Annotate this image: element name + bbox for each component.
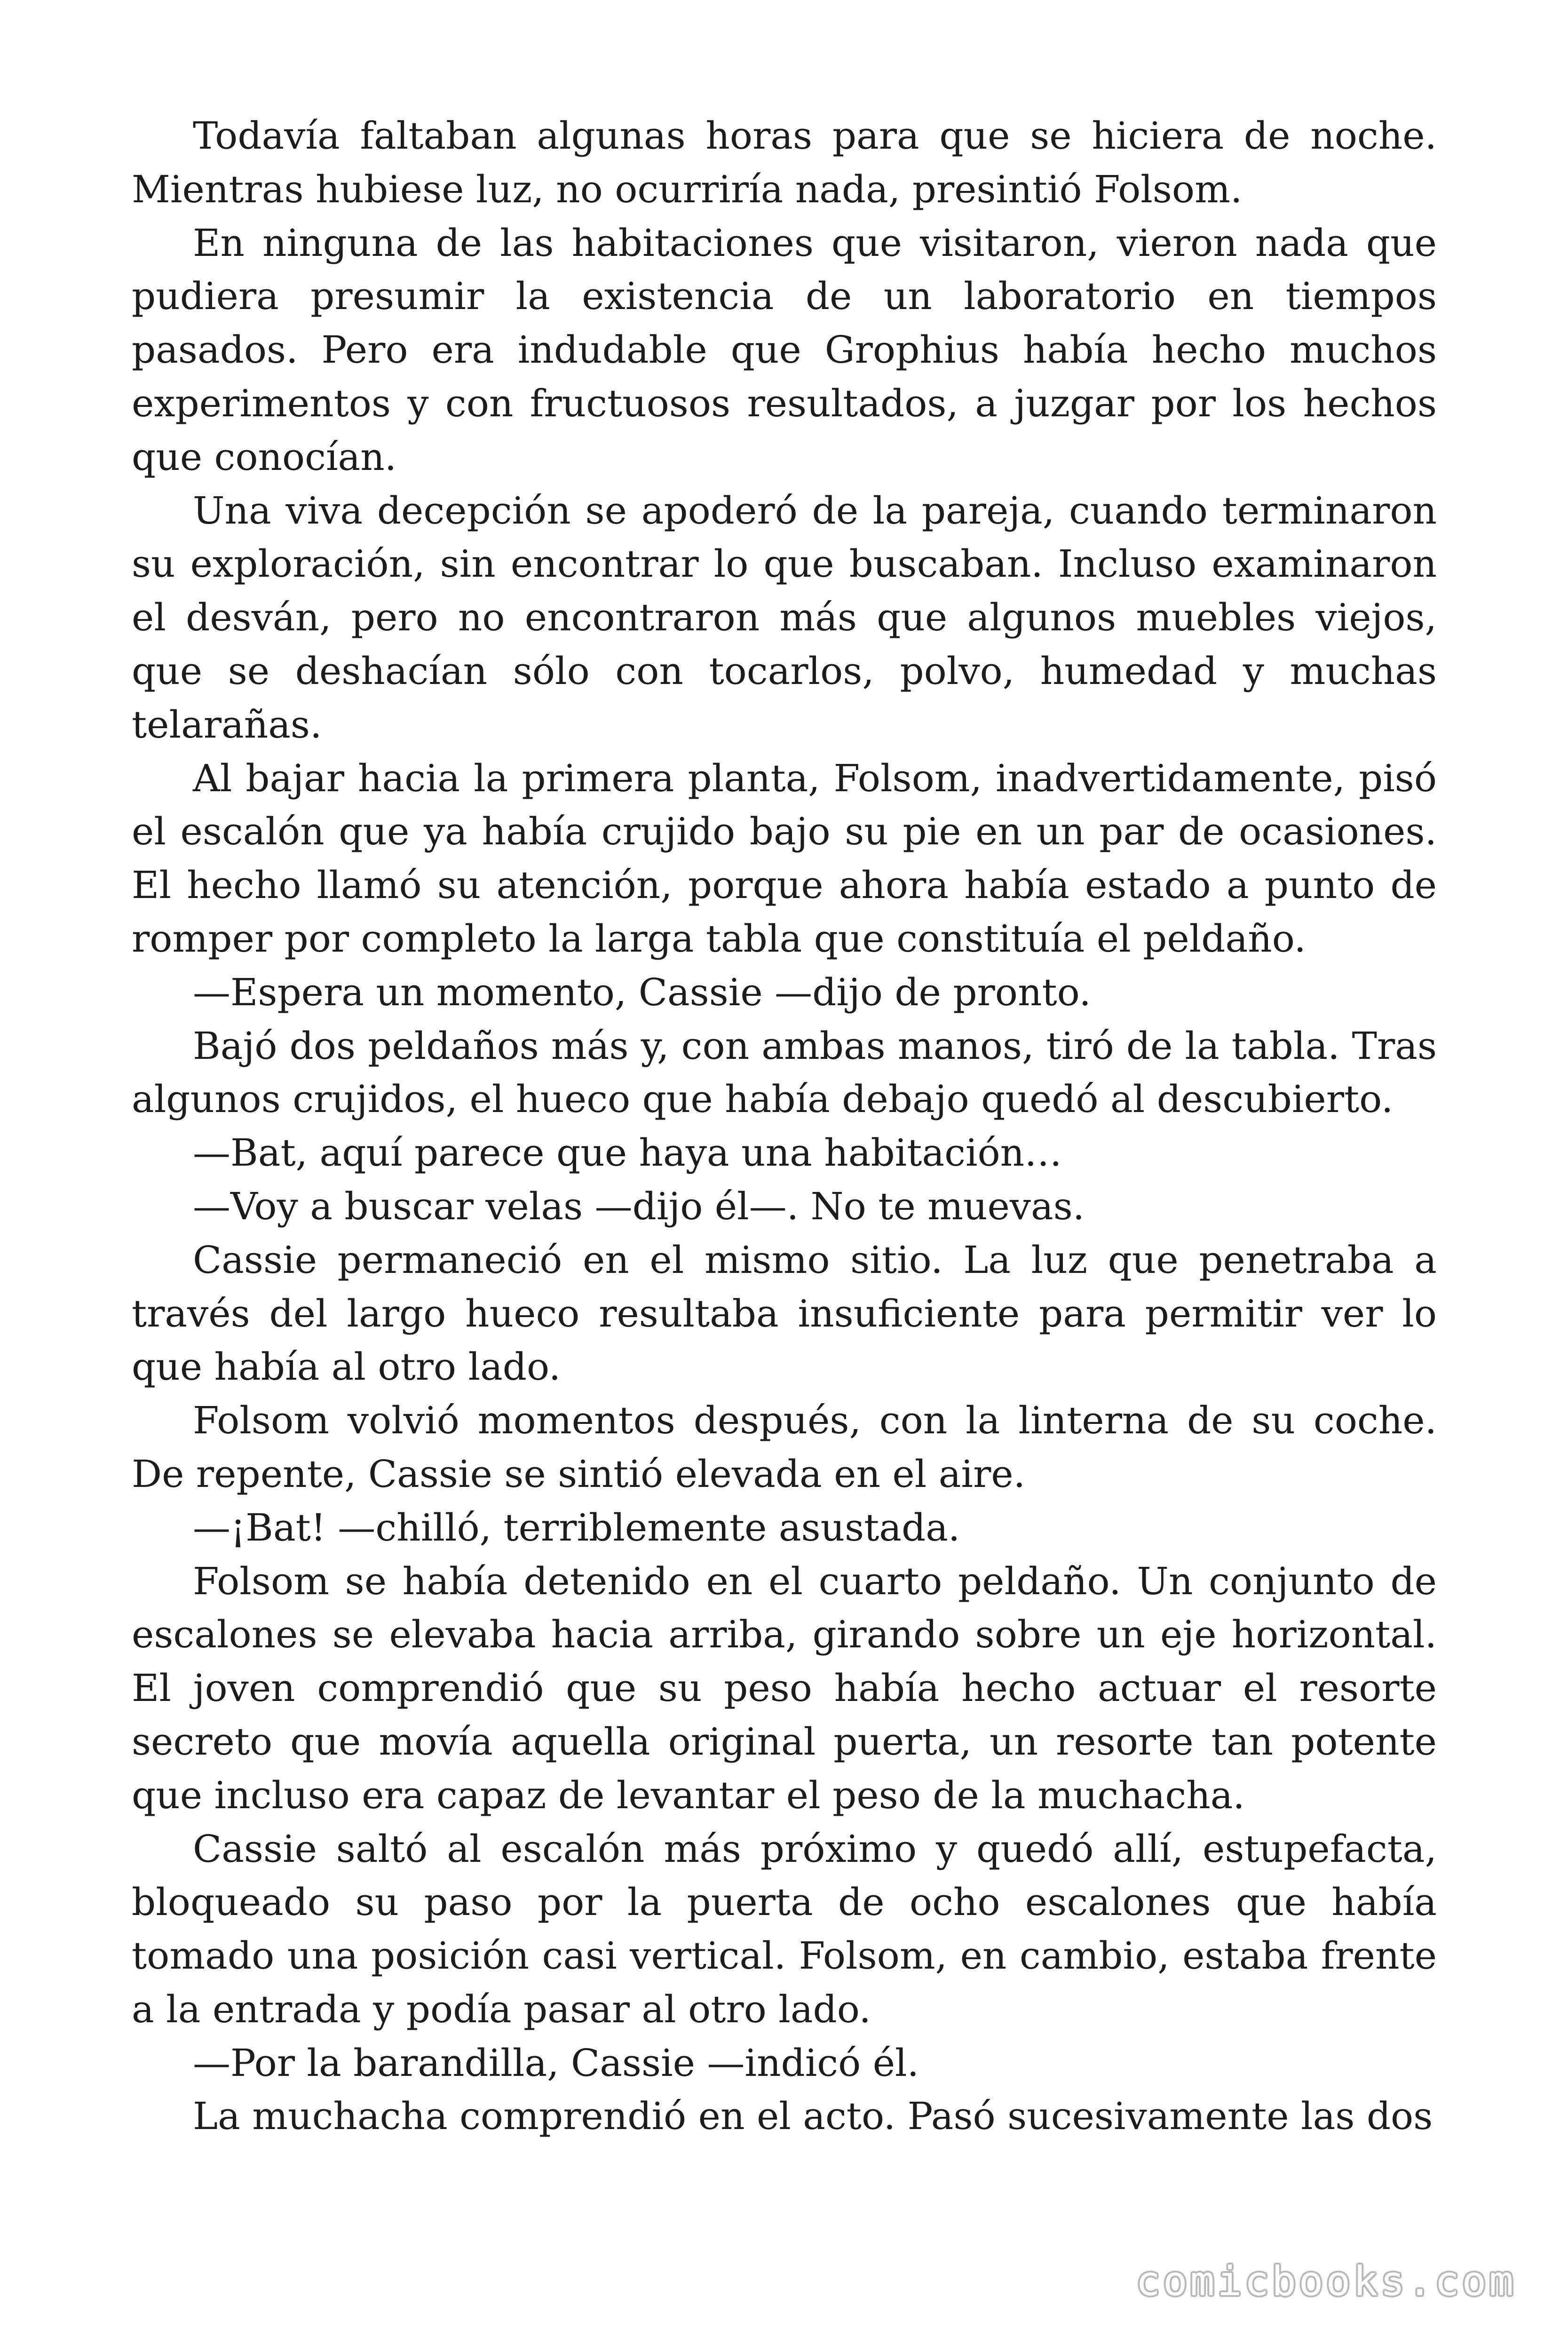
paragraph: —¡Bat! —chilló, terriblemente asustada. (193, 1505, 960, 1549)
paragraph: Folsom se había detenido en el cuarto peldaño. Un conjunto de escalones se elevaba hacia arriba, girando sobre un eje horizontal. El joven comprendió que su peso había hecho actuar el resorte secreto que movía aquella original puerta, un resorte tan potente que incluso era capaz de levantar el peso de la muchacha. (132, 1559, 1437, 1817)
paragraph: —Voy a buscar velas —dijo él—. No te muevas. (193, 1184, 1085, 1228)
paragraph: —Bat, aquí parece que haya una habitación… (193, 1131, 1062, 1175)
paragraph: —Espera un momento, Cassie —dijo de pronto. (193, 970, 1091, 1014)
paragraph: Bajó dos peldaños más y, con ambas manos, tiró de la tabla. Tras algunos crujidos, el hueco que había debajo quedó al descubierto. (132, 1024, 1437, 1121)
paragraph: Todavía faltaban algunas horas para que se hiciera de noche. Mientras hubiese luz, no ocurriría nada, presintió Folsom. (132, 114, 1437, 211)
paragraph: En ninguna de las habitaciones que visitaron, vieron nada que pudiera presumir la existencia de un laboratorio en tiempos pasados. Pero era indudable que Grophius había hecho muchos experimentos y con fructuosos resultados, a juzgar por los hechos que conocían. (132, 221, 1437, 479)
paragraph: Folsom volvió momentos después, con la linterna de su coche. De repente, Cassie se sintió elevada en el aire. (132, 1398, 1437, 1496)
paragraph: Al bajar hacia la primera planta, Folsom, inadvertidamente, pisó el escalón que ya había crujido bajo su pie en un par de ocasiones. El hecho llamó su atención, porque ahora había estado a punto de romper por completo la larga tabla que constituía el peldaño. (132, 756, 1437, 961)
paragraph: Una viva decepción se apoderó de la pareja, cuando terminaron su exploración, sin encontrar lo que buscaban. Incluso examinaron el desván, pero no encontraron más que algunos muebles viejos, que se deshacían sólo con tocarlos, polvo, humedad y muchas telarañas. (132, 488, 1437, 747)
site-watermark: comicbooks.com (1136, 2258, 1516, 2305)
book-page-text (132, 109, 1437, 2143)
paragraph: La muchacha comprendió en el acto. Pasó sucesivamente las dos (193, 2094, 1433, 2138)
paragraph: —Por la barandilla, Cassie —indicó él. (193, 2041, 919, 2085)
paragraph: Cassie saltó al escalón más próximo y quedó allí, estupefacta, bloqueado su paso por la puerta de ocho escalones que había tomado una posición casi vertical. Folsom, en cambio, estaba frente a la entrada y podía pasar al otro lado. (132, 1827, 1437, 2031)
paragraph: Cassie permaneció en el mismo sitio. La luz que penetraba a través del largo hueco resultaba insuficiente para permitir ver lo que había al otro lado. (132, 1238, 1437, 1389)
